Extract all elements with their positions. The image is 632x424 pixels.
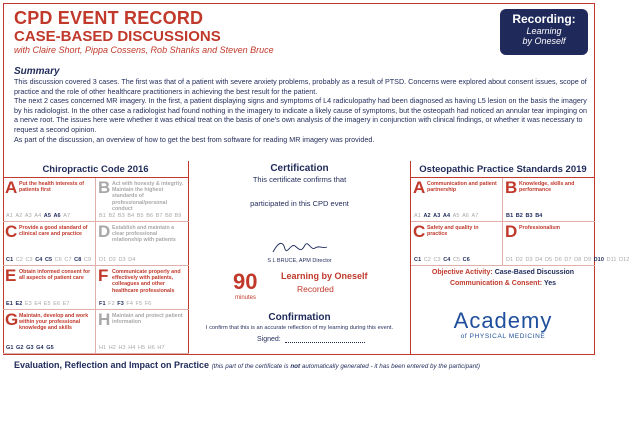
standard-code: D10 (593, 257, 604, 263)
standard-code: B8 (165, 213, 172, 219)
academy-logo (433, 309, 573, 340)
standard-code: F1 (99, 301, 106, 307)
standard-code: C9 (83, 257, 92, 263)
recording-badge (500, 9, 588, 55)
confirmation-text: I confirm that this is an accurate reflection of my learning during this event. (205, 325, 394, 331)
standard-code: H5 (137, 345, 146, 351)
standard-label: Professionalism (519, 225, 560, 231)
standard-code: D4 (128, 257, 136, 263)
minutes-value: 90 (233, 269, 258, 294)
standard-cell-f (96, 266, 189, 310)
standard-code: B5 (136, 213, 144, 219)
standard-code: F4 (126, 301, 133, 307)
standard-code: C5 (44, 257, 53, 263)
standard-label: Maintain, develop and work within your professional knowledge and skills (19, 313, 89, 332)
standard-code: H6 (147, 345, 155, 351)
standard-code: G5 (46, 345, 54, 351)
standard-code: D2 (108, 257, 116, 263)
standard-code: C3 (433, 257, 441, 263)
standard-code: C2 (15, 257, 23, 263)
evaluation-note-post: automatically generated - it has been entered by the participant) (300, 363, 481, 370)
academy-name: Academy (453, 308, 553, 333)
standard-codes (6, 301, 93, 307)
standard-code: H2 (108, 345, 116, 351)
standard-label: Put the health interests of patients first (19, 181, 85, 194)
standard-label: Communication and patient partnership (427, 181, 497, 194)
page-title: CPD EVENT RECORD (14, 8, 204, 28)
standard-code: H1 (99, 345, 107, 351)
standard-code: D8 (574, 257, 582, 263)
standard-code: C6 (54, 257, 62, 263)
standard-codes (506, 257, 630, 263)
standard-code: D2 (515, 257, 523, 263)
standard-letter: B (98, 178, 111, 197)
standard-letter: B (505, 178, 518, 197)
chiropractic-heading: Chiropractic Code 2016 (3, 161, 188, 178)
standard-letter: D (505, 222, 518, 241)
authors-line: with Claire Short, Pippa Cossens, Rob Shanks and Steven Bruce (14, 45, 274, 55)
standard-code: A5 (452, 213, 460, 219)
signed-label: Signed: (257, 336, 281, 343)
objective-value: Case-Based Discussion (494, 269, 575, 276)
standard-code: D1 (506, 257, 514, 263)
standard-codes (99, 301, 187, 307)
standard-code: E6 (53, 301, 61, 307)
standard-code: A7 (63, 213, 71, 219)
standard-codes (99, 257, 187, 263)
badge-line-learning: Learning (526, 26, 562, 36)
standard-code: A4 (442, 213, 451, 219)
standard-code: D1 (99, 257, 107, 263)
standard-code: E2 (15, 301, 23, 307)
standard-letter: A (5, 178, 18, 197)
standard-label: Knowledge, skills and performance (519, 181, 575, 194)
standard-code: D4 (535, 257, 543, 263)
standard-cell-a (411, 178, 503, 222)
standard-code: D11 (606, 257, 617, 263)
badge-title: Recording: (512, 12, 576, 26)
standard-cell-d (503, 222, 630, 266)
standard-code: C4 (443, 257, 451, 263)
standard-code: E1 (6, 301, 13, 307)
standard-code: B3 (525, 213, 533, 219)
signature-field[interactable] (285, 342, 365, 343)
chiropractic-code-panel (3, 161, 189, 355)
standard-code: D12 (618, 257, 630, 263)
evaluation-title: Evaluation, Reflection and Impact on Practice (14, 360, 210, 370)
confirmation-heading: Confirmation (268, 312, 331, 323)
standard-letter: A (413, 178, 426, 197)
standard-letter: G (5, 310, 19, 329)
standard-code: B6 (146, 213, 154, 219)
standard-codes (99, 345, 187, 351)
standard-code: A5 (43, 213, 51, 219)
standard-codes (414, 213, 500, 219)
standard-code: A1 (6, 213, 13, 219)
standard-code: F3 (117, 301, 124, 307)
standard-code: F6 (144, 301, 152, 307)
objective-label: Objective Activity: (431, 269, 493, 276)
standard-letter: E (5, 266, 17, 285)
standard-label: Maintain and protect patient information (112, 313, 183, 326)
standard-code: C8 (74, 257, 82, 263)
standard-code: D6 (554, 257, 562, 263)
standard-letter: F (98, 266, 109, 285)
academy-subtitle: of PHYSICAL MEDICINE (460, 333, 546, 340)
standard-code: A6 (53, 213, 61, 219)
standard-cell-e (3, 266, 96, 310)
standard-code: C6 (462, 257, 470, 263)
standard-code: H3 (118, 345, 126, 351)
standard-code: C7 (64, 257, 72, 263)
osteopathic-heading: Osteopathic Practice Standards 2019 (411, 161, 595, 178)
standard-code: B2 (108, 213, 116, 219)
standard-code: A2 (15, 213, 23, 219)
minutes-label: minutes (235, 295, 257, 301)
standard-code: B2 (515, 213, 523, 219)
standard-cell-c (3, 222, 96, 266)
standard-code: C2 (423, 257, 431, 263)
standard-code: H4 (128, 345, 136, 351)
director-signature (229, 237, 369, 257)
recorded-label: Recorded (297, 284, 334, 294)
standard-letter: H (98, 310, 111, 329)
standard-codes (99, 213, 187, 219)
standard-cell-b (503, 178, 595, 222)
standard-code: G1 (6, 345, 14, 351)
evaluation-note-pre: (this part of the certificate is (211, 363, 291, 370)
standard-letter: D (98, 222, 111, 241)
standard-code: B3 (117, 213, 125, 219)
standard-code: C4 (35, 257, 43, 263)
standard-cell-a (3, 178, 96, 222)
standard-code: B1 (506, 213, 514, 219)
learning-type: Learning by Oneself (281, 271, 368, 281)
standard-cell-g (3, 310, 96, 354)
consent-value: Yes (543, 280, 557, 287)
objective-activity (411, 269, 595, 276)
standard-code: H7 (157, 345, 165, 351)
summary-heading: Summary (14, 66, 60, 77)
page-subtitle: CASE-BASED DISCUSSIONS (14, 28, 221, 45)
standard-code: A1 (414, 213, 421, 219)
standard-cell-h (96, 310, 189, 354)
standard-label: Provide a good standard of clinical care and practice (19, 225, 88, 238)
consent-label: Communication & Consent: (449, 280, 543, 287)
standard-code: A3 (433, 213, 441, 219)
standard-letter: C (413, 222, 426, 241)
standard-codes (506, 213, 593, 219)
standard-code: D3 (525, 257, 533, 263)
participation-line: participated in this CPD event (250, 199, 349, 208)
standard-label: Safety and quality in practice (427, 225, 479, 238)
badge-line-oneself: by Oneself (522, 36, 566, 46)
consent-line (411, 280, 595, 287)
standard-code: B1 (99, 213, 106, 219)
summary-paragraph: The next 2 cases concerned MR imagery. In the first, a patient displaying signs and symptoms of L4 radiculopathy had been diagnosed as having L5 lesion on the basis the imagery by his radiologist. In the other case a radiologist had found nothing in the imagery to indicate a likely cause of symptoms, but the osteopath had noticed an annular tear impinging on a nerve root. The issues here were whether it was ethical treat on the basis of one's own analysis of the imagery in conjunction with clinical findings, or whether it was necessary to request a second opinion. (14, 96, 587, 134)
standard-code: C3 (25, 257, 33, 263)
standard-code: D5 (544, 257, 553, 263)
certification-heading: Certification (270, 163, 329, 174)
standard-letter: C (5, 222, 18, 241)
summary-paragraph: As part of the discussion, an overview of how to get the best from software for reading MR imagery was provided. (14, 134, 375, 144)
standard-code: D3 (118, 257, 126, 263)
osteopathic-standards-panel (411, 161, 630, 355)
certification-panel (189, 161, 411, 355)
evaluation-note (212, 363, 480, 370)
certification-line: This certificate confirms that (252, 175, 347, 184)
standard-label: Obtain informed consent for all aspects of patient care (19, 269, 91, 282)
standard-code: C1 (6, 257, 14, 263)
standard-code: D9 (583, 257, 592, 263)
standard-code: D7 (564, 257, 572, 263)
standard-code: A3 (24, 213, 32, 219)
standard-code: E7 (62, 301, 70, 307)
standard-code: E4 (34, 301, 42, 307)
standard-code: A7 (471, 213, 479, 219)
standard-code: B4 (127, 213, 135, 219)
standard-code: C5 (452, 257, 461, 263)
standard-cell-c (411, 222, 503, 266)
standard-code: G2 (16, 345, 24, 351)
standard-codes (6, 213, 93, 219)
standard-label: Act with honesty & integrity. Maintain the highest standards of professional/personal conduct (112, 181, 184, 212)
evaluation-note-bold: not (290, 363, 301, 370)
standard-code: C1 (414, 257, 422, 263)
standard-cell-d (96, 222, 189, 266)
summary-text (14, 77, 588, 144)
standard-code: A2 (423, 213, 431, 219)
standard-code: B9 (174, 213, 182, 219)
standard-code: B4 (535, 213, 543, 219)
standard-code: F5 (135, 301, 143, 307)
standard-code: F2 (108, 301, 115, 307)
standard-codes (6, 345, 93, 351)
standard-code: E5 (43, 301, 51, 307)
evaluation-heading (14, 360, 480, 370)
standard-codes (414, 257, 500, 263)
standard-code: B7 (155, 213, 163, 219)
standard-code: A6 (462, 213, 470, 219)
standard-code: E3 (24, 301, 32, 307)
standard-code: G4 (36, 345, 44, 351)
standard-code: A4 (34, 213, 42, 219)
summary-paragraph: This discussion covered 3 cases. The first was that of a patient with severe anxiety problems, probably as a result of PTSD. Concerns were explored about consent issues, scope of practice and the role of other healthcare practitioners in achieving the best result for the patient. (14, 77, 587, 96)
standard-cell-b (96, 178, 189, 222)
director-name: S L BRUCE, APM Director (267, 258, 332, 264)
standard-code: G3 (26, 345, 34, 351)
standard-label: Establish and maintain a clear professional relationship with patients (112, 225, 176, 244)
standard-label: Communicate properly and effectively with patients, colleagues and other healthcare professionals (112, 269, 181, 294)
standard-codes (6, 257, 93, 263)
